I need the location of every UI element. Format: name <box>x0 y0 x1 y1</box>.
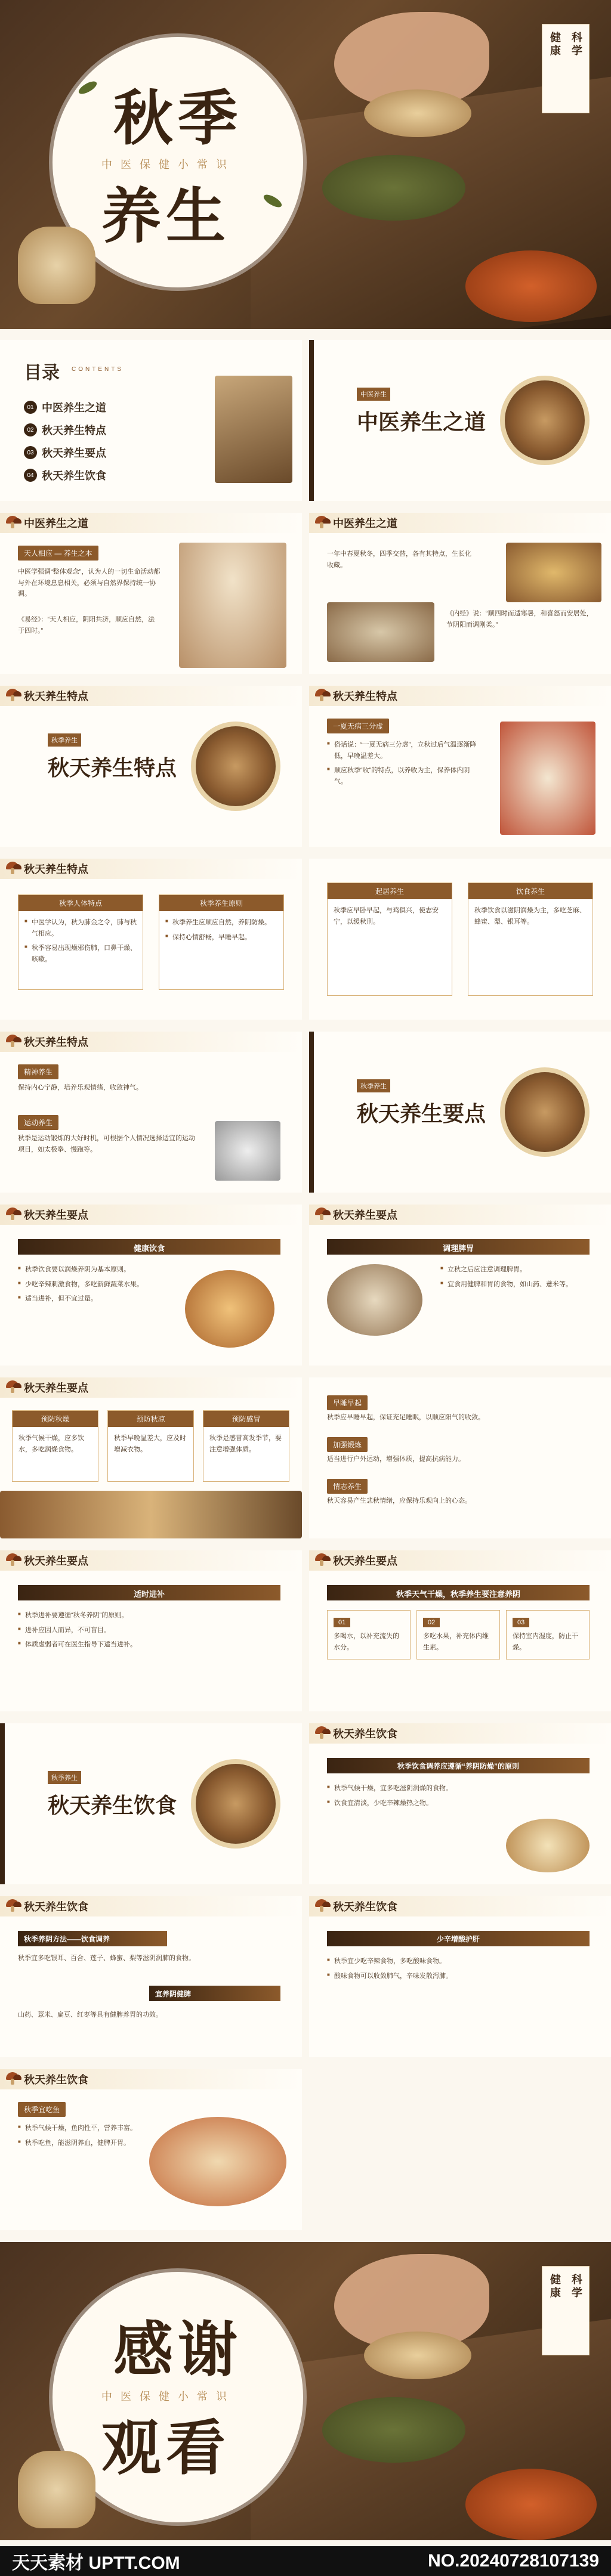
col-num: 03 <box>513 1618 529 1627</box>
list-item: ■ 饮食宜清淡，少吃辛辣燥热之物。 <box>327 1798 488 1809</box>
diet-slide-1 <box>309 1723 611 1884</box>
cover-slide <box>0 0 611 329</box>
slide-header-text: 秋天养生要点 <box>333 1209 397 1221</box>
lung-illustration <box>500 722 595 835</box>
round-image <box>500 376 590 465</box>
watermark-right: NO.20240728107139 <box>428 2551 599 2571</box>
card-title: 预防秋燥 <box>13 1411 98 1427</box>
section-tag <box>357 1079 390 1092</box>
sage-illustration <box>179 543 286 668</box>
toc-label: 秋天养生特点 <box>42 425 106 436</box>
section-2-slide <box>0 686 302 847</box>
mushroom-icon <box>6 2072 19 2085</box>
vertical-text: 健康 <box>549 32 561 58</box>
list <box>18 1264 167 1308</box>
section-title: 秋天养生饮食 <box>48 1793 177 1818</box>
toc-slide <box>0 340 302 501</box>
bar-title: 宜养阴健脾 <box>155 1990 192 1998</box>
mushroom-icon <box>315 1208 328 1221</box>
slide-header <box>0 1896 302 1916</box>
vertical-text: 科学 <box>570 32 582 58</box>
herbs-banner <box>0 1491 302 1538</box>
col-card <box>506 1610 590 1659</box>
toc-num: 01 <box>24 401 37 414</box>
col-text: 保持室内湿度，防止干燥。 <box>513 1633 578 1651</box>
slide-header-text: 秋天养生饮食 <box>333 1901 397 1913</box>
side-bar <box>0 1723 5 1884</box>
features-slide-1 <box>309 686 611 847</box>
card-text: 秋季早晚温差大，应及时增减衣物。 <box>114 1435 186 1453</box>
card-title: 预防感冒 <box>203 1411 289 1427</box>
slide-header <box>309 1550 611 1571</box>
slide-header <box>309 1896 611 1916</box>
points-slide-5 <box>0 1550 302 1711</box>
section-tag-text: 秋季养生 <box>48 733 81 747</box>
end-title-1: 感谢 <box>113 2314 242 2385</box>
tag: 秋季宜吃鱼 <box>18 2102 66 2117</box>
tcm-slide-2 <box>309 513 611 674</box>
cover-vertical-box <box>542 24 590 113</box>
paragraph: 保持内心宁静，培养乐观情绪，收敛神气。 <box>18 1084 143 1091</box>
list-item: ■ 秋季容易出现燥邪伤肺，口鼻干燥、咳嗽。 <box>24 943 137 965</box>
slide-header <box>0 859 302 879</box>
mushroom-icon <box>6 1035 19 1048</box>
list-item: ■ 立秋之后应注意调理脾胃。 <box>440 1264 590 1275</box>
slide-header <box>309 1205 611 1225</box>
slide-header-text: 秋天养生特点 <box>333 691 397 702</box>
vertical-text: 健康 <box>549 2274 561 2300</box>
toc-num: 03 <box>24 446 37 459</box>
herb-bowl <box>364 89 471 137</box>
slide-header-text: 秋天养生饮食 <box>24 2074 88 2086</box>
paragraph: 秋天容易产生悲秋情绪，应保持乐观向上的心态。 <box>327 1497 471 1504</box>
list-item: ■ 宜食用健脾和胃的食物，如山药、薏米等。 <box>440 1279 590 1290</box>
slide-header-text: 中医养生之道 <box>24 518 88 530</box>
section-tag-text: 秋季养生 <box>48 1771 81 1784</box>
features-slide-4 <box>0 1032 302 1193</box>
list <box>327 739 482 791</box>
tag: 早睡早起 <box>327 1395 368 1410</box>
bar-title: 适时进补 <box>133 1590 165 1599</box>
card-text: 秋季是感冒高发季节，要注意增强体质。 <box>209 1435 282 1453</box>
section-4-slide <box>0 1723 302 1884</box>
toc-num: 02 <box>24 423 37 436</box>
tag: 精神养生 <box>18 1064 58 1079</box>
mushroom-icon <box>315 1553 328 1566</box>
tag: 一夏无病三分虚 <box>327 719 389 733</box>
card <box>107 1410 194 1482</box>
section-tag <box>357 388 390 401</box>
red-herbs <box>465 2469 597 2540</box>
section-tag-text: 秋季养生 <box>357 1079 390 1092</box>
section-3-slide <box>309 1032 611 1193</box>
section-tag <box>48 1771 81 1784</box>
features-slide-3 <box>309 859 611 1020</box>
herbs-pile <box>322 2397 465 2463</box>
paragraph: 秋季是运动锻炼的大好时机，可根据个人情况选择适宜的运动项目，如太极拳、慢跑等。 <box>18 1135 195 1153</box>
mushroom-icon <box>6 1380 19 1394</box>
toc-title: 目录 <box>24 363 60 383</box>
diet-slide-4 <box>0 2069 302 2230</box>
paragraph: 一年中春夏秋冬，四季交替，各有其特点，生长化收藏。 <box>327 550 471 569</box>
section-title: 秋天养生特点 <box>48 756 177 781</box>
card-title: 秋季人体特点 <box>18 895 143 911</box>
slide-header <box>0 1205 302 1225</box>
list-item: ■ 酸味食物可以收敛肺气，辛味发散泻肺。 <box>327 1971 590 1982</box>
mushroom-icon <box>315 1899 328 1912</box>
bar-title: 健康饮食 <box>133 1244 165 1253</box>
tag: 运动养生 <box>18 1115 58 1130</box>
end-slide <box>0 2242 611 2540</box>
paragraph: 中医学强调“整体观念”，认为人的一切生命活动都与外在环境息息相关，必须与自然界保持统一协调。 <box>18 568 161 598</box>
slide-header <box>0 686 302 706</box>
section-1-slide <box>309 340 611 501</box>
fish-dish-image <box>149 2117 286 2206</box>
list <box>327 1956 590 1985</box>
card-title: 饮食养生 <box>468 883 593 899</box>
list <box>18 1610 280 1654</box>
bowl-image <box>327 1264 422 1336</box>
slide-header-text: 秋天养生要点 <box>333 1555 397 1567</box>
tag: 情志养生 <box>327 1479 368 1494</box>
bar-title: 秋季养阴方法——饮食调养 <box>24 1935 110 1943</box>
col-card <box>416 1610 500 1659</box>
toc-item[interactable] <box>24 422 106 438</box>
slide-header-text: 秋天养生特点 <box>24 1036 88 1048</box>
mushroom-icon <box>6 1553 19 1566</box>
vertical-text: 科学 <box>570 2274 582 2300</box>
slide-header <box>309 686 611 706</box>
card-text: 秋季气候干燥，应多饮水，多吃润燥食物。 <box>18 1435 84 1453</box>
list-item: ■ 体质虚弱者可在医生指导下适当进补。 <box>18 1639 280 1651</box>
card-title: 秋季养生原则 <box>159 895 283 911</box>
tag: 天人相应 — 养生之本 <box>18 546 98 561</box>
list-item: ■ 秋季气候干燥，宜多吃滋阴润燥的食物。 <box>327 1783 488 1794</box>
bar-title: 少辛增酸护肝 <box>436 1935 480 1943</box>
list-item: ■ 秋季宜少吃辛辣食物，多吃酸味食物。 <box>327 1956 590 1967</box>
section-tag-text: 中医养生 <box>357 388 390 401</box>
slide-header-text: 秋天养生饮食 <box>333 1728 397 1740</box>
slide-header-text: 中医养生之道 <box>333 518 397 530</box>
side-bar <box>309 340 314 501</box>
list <box>440 1264 590 1293</box>
col-num: 01 <box>334 1618 350 1627</box>
list-item: ■ 秋季养生应顺应自然，养阴防燥。 <box>165 917 277 928</box>
soup-image <box>185 1270 274 1348</box>
card-title: 起居养生 <box>328 883 452 899</box>
list-item: ■ 俗话说：“一夏无病三分虚”，立秋过后气温逐渐降低，早晚温差大。 <box>327 739 482 761</box>
list-item: ■ 秋季气候干燥，鱼肉性平，营养丰富。 <box>18 2123 137 2134</box>
side-bar <box>309 1032 314 1193</box>
list <box>327 1783 488 1812</box>
toc-item[interactable] <box>24 445 106 460</box>
col-num: 02 <box>423 1618 440 1627</box>
slide-header <box>0 2069 302 2089</box>
end-vertical-box <box>542 2266 590 2355</box>
three-cols <box>327 1610 590 1659</box>
card <box>18 894 143 990</box>
list-item: ■ 保持心情舒畅，早睡早起。 <box>165 932 277 943</box>
list-item: ■ 秋季进补要遵循“秋冬养阴”的原则。 <box>18 1610 280 1621</box>
cover-title-1: 秋季 <box>113 83 242 153</box>
cover-title-2: 养生 <box>101 181 230 251</box>
list <box>18 2123 137 2152</box>
food-image <box>506 1819 590 1872</box>
watermark-left: 天天素材 UPTT.COM <box>12 2553 180 2573</box>
card-text: 秋季饮食以滋阴润燥为主，多吃芝麻、蜂蜜、梨、银耳等。 <box>474 907 586 925</box>
herb-bowl <box>364 2332 471 2379</box>
section-tag <box>48 733 81 747</box>
mushroom-icon <box>315 516 328 529</box>
diet-slide-3 <box>309 1896 611 2057</box>
col-card <box>327 1610 411 1659</box>
slide-header <box>309 1723 611 1744</box>
mushroom-icon <box>6 516 19 529</box>
mushroom-icon <box>6 1899 19 1912</box>
slide-header <box>0 1032 302 1052</box>
card <box>159 894 284 990</box>
toc-en: CONTENTS <box>72 366 124 373</box>
toc-item[interactable] <box>24 400 106 415</box>
mushroom-icon <box>6 1208 19 1221</box>
points-slide-3 <box>0 1377 302 1538</box>
bar-title: 秋季天气干燥，秋季养生要注意养阴 <box>396 1590 520 1599</box>
herb-sack <box>18 2451 95 2528</box>
bar-title: 秋季饮食调养应遵循“养阴防燥”的原则 <box>397 1762 519 1770</box>
list-item: ■ 秋季饮食要以润燥养阴为基本原则。 <box>18 1264 167 1275</box>
list-item: ■ 秋季吃鱼，能滋阴养血，健脾开胃。 <box>18 2138 137 2149</box>
card <box>327 883 452 996</box>
toc-label: 秋天养生饮食 <box>42 470 106 482</box>
herbs-pile <box>322 155 465 221</box>
round-image <box>500 1067 590 1157</box>
points-slide-4 <box>309 1377 611 1538</box>
card-list <box>159 911 283 952</box>
slide-header-text: 秋天养生饮食 <box>24 1901 88 1913</box>
points-slide-1 <box>0 1205 302 1366</box>
card-text: 秋季应早卧早起，与鸡俱兴，使志安宁，以缓秋刑。 <box>334 907 439 925</box>
paragraph: 秋季宜多吃银耳、百合、莲子、蜂蜜、梨等滋阴润肺的食物。 <box>18 1955 195 1962</box>
mushroom-icon <box>6 862 19 875</box>
diet-slide-2 <box>0 1896 302 2057</box>
toc-label: 中医养生之道 <box>42 402 106 414</box>
card-list <box>18 911 143 975</box>
tcm-slide-1 <box>0 513 302 674</box>
toc-list <box>24 400 106 483</box>
bar-title: 调理脾胃 <box>442 1244 474 1253</box>
list-item: ■ 中医学认为，秋为肺金之令，肺与秋气相应。 <box>24 917 137 939</box>
cover-subtitle: 中医保健小常识 <box>101 159 235 171</box>
points-slide-6 <box>309 1550 611 1711</box>
mushroom-icon <box>315 689 328 702</box>
paragraph: 《内经》说：“顺四时而适寒暑，和喜怒而安居处，节阴阳而调刚柔。” <box>446 610 593 628</box>
features-slide-2 <box>0 859 302 1020</box>
list-item: ■ 进补应因人而异，不可盲目。 <box>18 1625 280 1636</box>
herbs-image <box>327 602 434 662</box>
card-title: 预防秋凉 <box>108 1411 193 1427</box>
end-title-2: 观看 <box>101 2413 230 2483</box>
round-image <box>191 722 280 811</box>
card <box>203 1410 289 1482</box>
paragraph: 山药、薏米、扁豆、红枣等具有健脾养胃的功效。 <box>18 2011 162 2018</box>
slide-header-text: 秋天养生特点 <box>24 863 88 875</box>
col-text: 多吃水果，补充体内维生素。 <box>423 1633 489 1651</box>
slide-header-text: 秋天养生要点 <box>24 1555 88 1567</box>
section-title: 中医养生之道 <box>357 410 486 435</box>
end-subtitle: 中医保健小常识 <box>101 2391 235 2402</box>
list-item: ■ 顺应秋季“收”的特点，以养收为主，保养体内阴气。 <box>327 765 482 787</box>
slide-header-text: 秋天养生要点 <box>24 1382 88 1394</box>
section-title: 秋天养生要点 <box>357 1101 486 1126</box>
mushroom-icon <box>6 689 19 702</box>
slide-header <box>0 1550 302 1571</box>
round-image <box>191 1759 280 1849</box>
toc-label: 秋天养生要点 <box>42 447 106 459</box>
watermark-footer <box>0 2546 611 2576</box>
paragraph: 秋季应早睡早起，保证充足睡眠，以顺应阳气的收敛。 <box>327 1414 485 1421</box>
toc-num: 04 <box>24 469 37 482</box>
herb-sack <box>18 227 95 304</box>
herbs-image <box>506 543 601 602</box>
mushroom-icon <box>315 1726 328 1739</box>
slide-header <box>0 1377 302 1398</box>
points-slide-2 <box>309 1205 611 1366</box>
card <box>12 1410 98 1482</box>
list-item: ■ 少吃辛辣刺激食物，多吃新鲜蔬菜水果。 <box>18 1279 167 1290</box>
slide-header-text: 秋天养生特点 <box>24 691 88 702</box>
paragraph: 《易经》：“天人相应，阴阳共济，顺应自然，法于四时。” <box>18 616 155 634</box>
paragraph: 适当进行户外运动，增强体质，提高抗病能力。 <box>327 1456 465 1463</box>
col-text: 多喝水，以补充流失的水分。 <box>334 1633 399 1651</box>
massage-image <box>215 376 292 483</box>
taichi-illustration <box>215 1121 280 1181</box>
slide-header <box>0 513 302 533</box>
toc-item[interactable] <box>24 467 106 483</box>
red-herbs <box>465 250 597 322</box>
slide-header-text: 秋天养生要点 <box>24 1209 88 1221</box>
tag: 加强锻炼 <box>327 1437 368 1452</box>
card <box>468 883 593 996</box>
list-item: ■ 适当进补，但不宜过量。 <box>18 1293 167 1305</box>
slide-header <box>309 513 611 533</box>
